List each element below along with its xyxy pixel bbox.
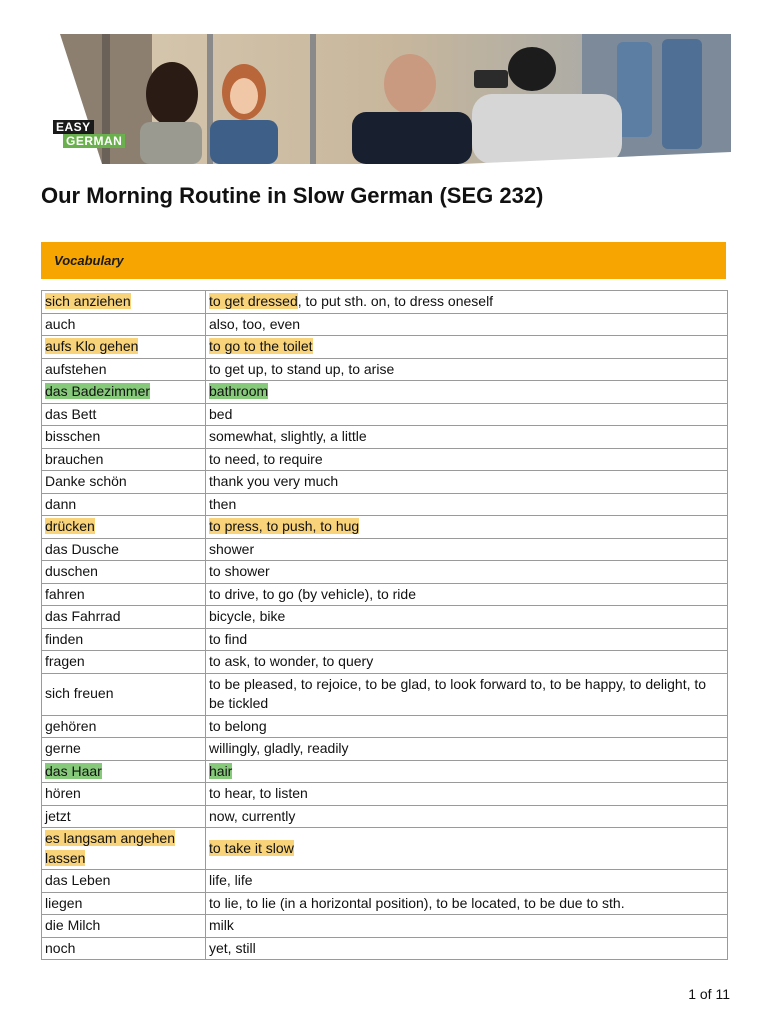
german-term: das Leben <box>45 872 111 888</box>
german-term-cell <box>42 738 206 761</box>
english-translation-cell <box>206 313 728 336</box>
german-term-cell <box>42 937 206 960</box>
translation-text: now, currently <box>209 807 296 824</box>
german-term-cell <box>42 915 206 938</box>
german-term-cell <box>42 673 206 715</box>
translation-text: bicycle, bike <box>209 608 286 624</box>
german-term: das Haar <box>45 762 102 779</box>
table-row <box>42 651 728 674</box>
translation-text: shower <box>209 540 255 557</box>
german-term-cell <box>42 760 206 783</box>
translation-highlighted: hair <box>209 762 233 779</box>
english-translation-cell <box>206 606 728 629</box>
german-term-cell <box>42 870 206 893</box>
english-translation-cell <box>206 538 728 561</box>
table-row <box>42 493 728 516</box>
german-term: das Dusche <box>45 540 119 557</box>
translation-text: also, too, even <box>209 315 301 332</box>
vocabulary-table <box>41 290 728 960</box>
german-term-cell <box>42 448 206 471</box>
german-term: noch <box>45 939 76 956</box>
table-row <box>42 403 728 426</box>
english-translation-cell <box>206 471 728 494</box>
translation-text: willingly, gladly, readily <box>209 740 349 756</box>
english-translation-cell <box>206 583 728 606</box>
translation-highlighted: bathroom <box>209 383 269 399</box>
translation-text: thank you very much <box>209 473 339 489</box>
table-row <box>42 892 728 915</box>
german-term-cell <box>42 313 206 336</box>
english-translation-cell <box>206 870 728 893</box>
header-banner <box>42 34 731 164</box>
table-row <box>42 805 728 828</box>
german-term-cell <box>42 783 206 806</box>
table-row <box>42 448 728 471</box>
table-row <box>42 628 728 651</box>
german-term: dann <box>45 495 77 512</box>
table-row <box>42 381 728 404</box>
english-translation-cell <box>206 493 728 516</box>
translation-text: somewhat, slightly, a little <box>209 428 367 444</box>
german-term-cell <box>42 336 206 359</box>
english-translation-cell <box>206 358 728 381</box>
german-term-cell <box>42 381 206 404</box>
page-title: Our Morning Routine in Slow German (SEG 232) <box>41 183 544 208</box>
logo-line-1: EASY <box>53 120 94 134</box>
german-term: jetzt <box>45 807 71 824</box>
german-term-cell <box>42 628 206 651</box>
english-translation-cell <box>206 673 728 715</box>
german-term: duschen <box>45 563 98 579</box>
german-term-cell <box>42 828 206 870</box>
table-row <box>42 313 728 336</box>
german-term: das Bett <box>45 405 97 422</box>
english-translation-cell <box>206 783 728 806</box>
table-row <box>42 673 728 715</box>
translation-text: bed <box>209 405 233 422</box>
translation-text: to find <box>209 630 248 647</box>
table-row <box>42 471 728 494</box>
german-term-cell <box>42 651 206 674</box>
translation-text: to drive, to go (by vehicle), to ride <box>209 585 416 602</box>
german-term-cell <box>42 805 206 828</box>
english-translation-cell <box>206 738 728 761</box>
translation-highlighted: to get dressed <box>209 293 298 309</box>
german-term: gehören <box>45 717 97 734</box>
german-term-cell <box>42 561 206 584</box>
english-translation-cell <box>206 426 728 449</box>
german-term: fragen <box>45 653 85 669</box>
english-translation-cell <box>206 448 728 471</box>
german-term: die Milch <box>45 917 101 933</box>
german-term-cell <box>42 493 206 516</box>
translation-text: , to put sth. on, to dress oneself <box>297 293 494 309</box>
table-row <box>42 606 728 629</box>
english-translation-cell <box>206 892 728 915</box>
table-row <box>42 291 728 314</box>
table-row <box>42 738 728 761</box>
german-term: drücken <box>45 518 95 534</box>
german-term: bisschen <box>45 428 101 444</box>
translation-highlighted: to take it slow <box>209 839 294 856</box>
table-row <box>42 583 728 606</box>
vocabulary-section-header <box>41 242 726 279</box>
german-term-cell <box>42 358 206 381</box>
german-term-cell <box>42 538 206 561</box>
translation-text: to need, to require <box>209 450 323 467</box>
translation-text: to get up, to stand up, to arise <box>209 360 395 377</box>
german-term: fahren <box>45 585 85 602</box>
table-row <box>42 426 728 449</box>
german-term: finden <box>45 630 84 647</box>
easy-german-logo <box>53 120 131 152</box>
table-row <box>42 715 728 738</box>
german-term: es langsam angehen lassen <box>45 830 175 866</box>
translation-text: to shower <box>209 563 270 579</box>
german-term: das Badezimmer <box>45 383 151 399</box>
logo-line-2: GERMAN <box>63 134 125 148</box>
german-term-cell <box>42 471 206 494</box>
english-translation-cell <box>206 915 728 938</box>
table-row <box>42 937 728 960</box>
english-translation-cell <box>206 715 728 738</box>
german-term-cell <box>42 606 206 629</box>
translation-highlighted: to press, to push, to hug <box>209 518 360 534</box>
german-term: das Fahrrad <box>45 608 121 624</box>
english-translation-cell <box>206 291 728 314</box>
english-translation-cell <box>206 336 728 359</box>
german-term: auch <box>45 315 76 332</box>
german-term-cell <box>42 715 206 738</box>
german-term: aufstehen <box>45 360 107 377</box>
translation-text: to lie, to lie (in a horizontal position), to be located, to be due to sth. <box>209 894 625 911</box>
table-row <box>42 915 728 938</box>
english-translation-cell <box>206 828 728 870</box>
english-translation-cell <box>206 561 728 584</box>
english-translation-cell <box>206 651 728 674</box>
german-term: Danke schön <box>45 473 127 489</box>
section-label: Vocabulary <box>54 253 124 268</box>
translation-text: life, life <box>209 872 253 888</box>
german-term-cell <box>42 516 206 539</box>
german-term-cell <box>42 892 206 915</box>
german-term: brauchen <box>45 450 104 467</box>
table-row <box>42 358 728 381</box>
english-translation-cell <box>206 516 728 539</box>
english-translation-cell <box>206 381 728 404</box>
translation-text: to belong <box>209 717 267 734</box>
german-term-cell <box>42 583 206 606</box>
german-term-cell <box>42 403 206 426</box>
german-term: hören <box>45 785 81 801</box>
english-translation-cell <box>206 805 728 828</box>
table-row <box>42 870 728 893</box>
translation-text: milk <box>209 917 234 933</box>
table-row <box>42 783 728 806</box>
translation-highlighted: to go to the toilet <box>209 338 313 354</box>
table-row <box>42 538 728 561</box>
table-row <box>42 336 728 359</box>
translation-text: yet, still <box>209 939 256 956</box>
banner-photo <box>42 34 731 164</box>
german-term: sich freuen <box>45 685 114 702</box>
table-row <box>42 760 728 783</box>
german-term: sich anziehen <box>45 293 131 309</box>
table-row <box>42 561 728 584</box>
german-term-cell <box>42 426 206 449</box>
translation-text: then <box>209 495 237 512</box>
translation-text: to hear, to listen <box>209 785 308 801</box>
english-translation-cell <box>206 937 728 960</box>
german-term: aufs Klo gehen <box>45 338 139 354</box>
english-translation-cell <box>206 628 728 651</box>
german-term-cell <box>42 291 206 314</box>
page-number: 1 of 11 <box>688 986 730 1002</box>
table-row <box>42 828 728 870</box>
english-translation-cell <box>206 760 728 783</box>
table-row <box>42 516 728 539</box>
translation-text: to be pleased, to rejoice, to be glad, to look forward to, to be happy, to delight, to be tickled <box>209 675 707 711</box>
translation-text: to ask, to wonder, to query <box>209 653 374 669</box>
german-term: liegen <box>45 894 83 911</box>
english-translation-cell <box>206 403 728 426</box>
german-term: gerne <box>45 740 81 756</box>
